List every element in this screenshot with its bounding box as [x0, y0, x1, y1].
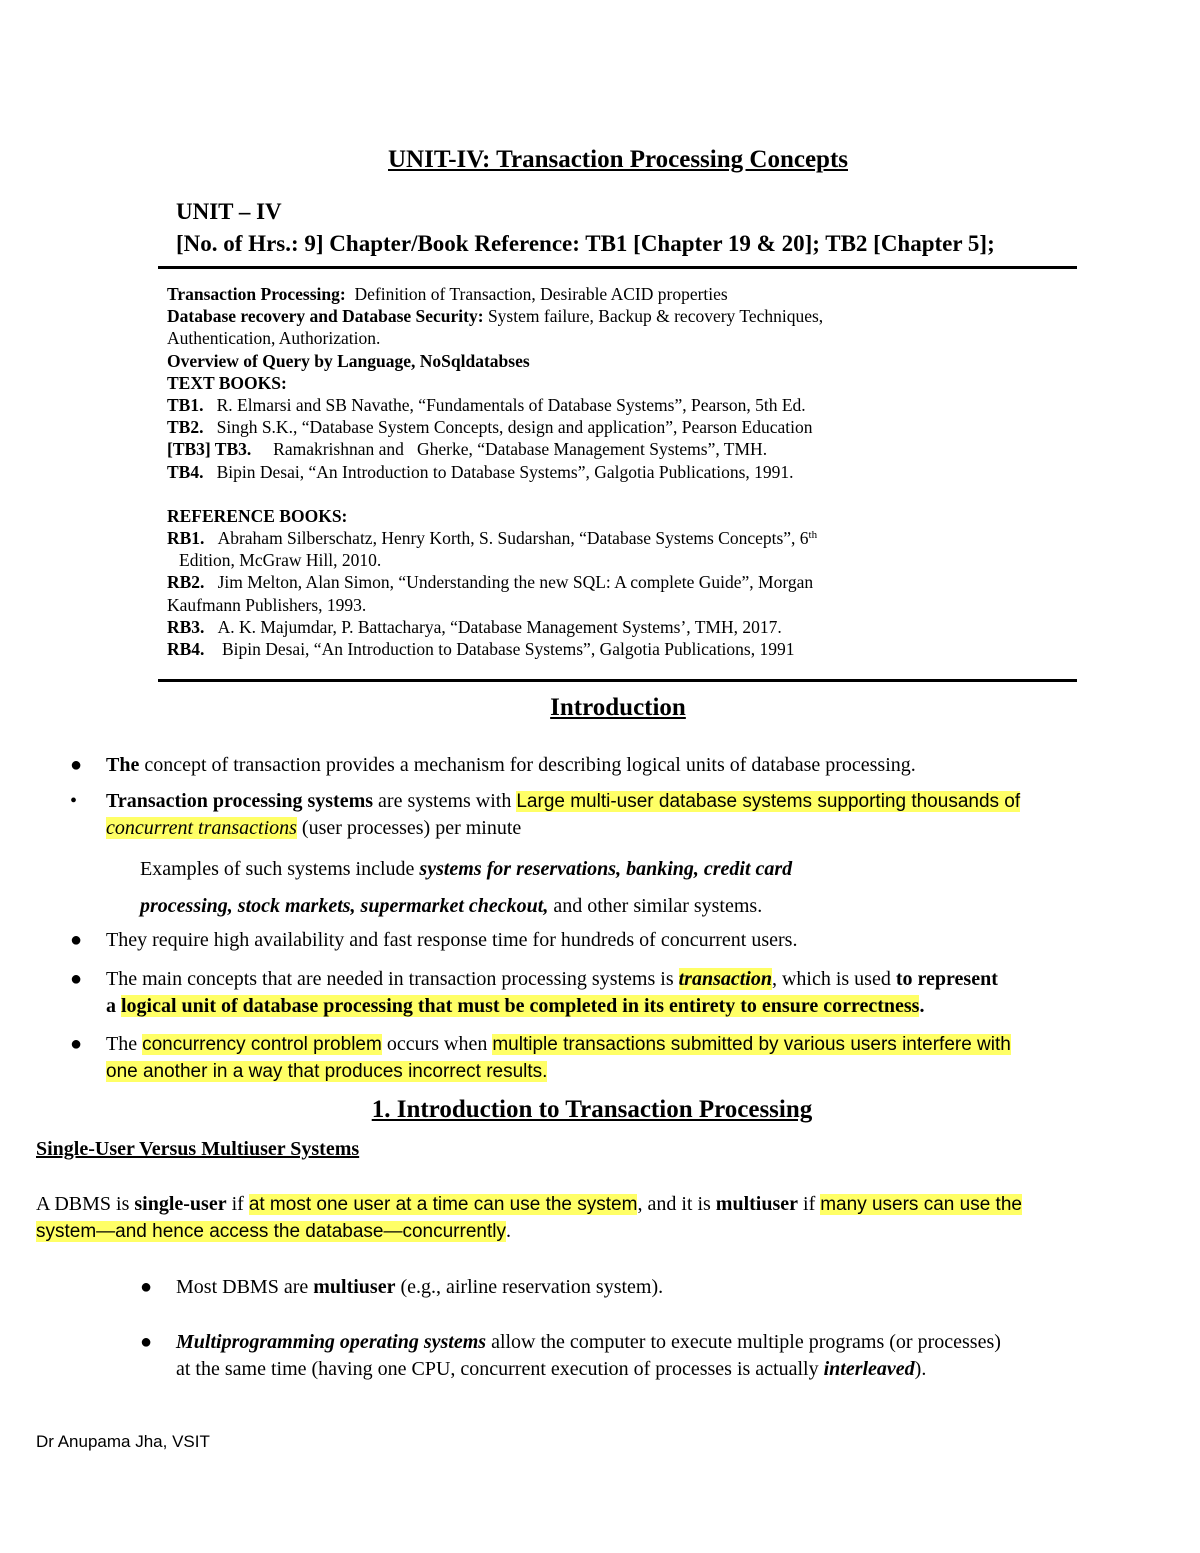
logical-unit-highlight: logical unit of database processing that must be completed in its entirety to ensure correctness: [121, 995, 920, 1017]
bullet-icon: ●: [70, 754, 83, 776]
dbms-b2-l2-start: at the same time (having one CPU, concurrent execution of processes is actually: [176, 1358, 824, 1380]
intro-b2-highlight: Large multi-user database systems supporting thousands of: [516, 791, 1021, 812]
intro-b4-start: The main concepts that are needed in transaction processing systems is: [106, 968, 679, 990]
intro-bullet-3: They require high availability and fast response time for hundreds of concurrent users.: [106, 929, 798, 951]
drs-text-2: Authentication, Authorization.: [167, 328, 381, 349]
dbms-b1-end: (e.g., airline reservation system).: [395, 1276, 664, 1298]
bullet-icon: •: [70, 790, 78, 812]
many-users-highlight: many users can use the: [820, 1194, 1022, 1215]
refbook-code: RB2.: [167, 572, 205, 593]
refbook-text: Jim Melton, Alan Simon, “Understanding the new SQL: A complete Guide”, Morgan: [217, 572, 814, 593]
bullet-icon: ●: [140, 1276, 153, 1298]
intro-bullet-5: [106, 1031, 1176, 1085]
bullet-icon: ●: [70, 968, 83, 990]
textbook-item: [167, 461, 1067, 483]
dbms-mid: , and it is: [637, 1193, 716, 1215]
textbook-code: TB4.: [167, 461, 204, 482]
drs-label: Database recovery and Database Security:: [167, 306, 484, 327]
dbms-b2-rest: allow the computer to execute multiple programs (or processes): [486, 1331, 1001, 1353]
refbook-item: [167, 638, 1067, 660]
introduction-heading: Introduction: [550, 694, 686, 721]
single-multiuser-subheading: Single-User Versus Multiuser Systems: [36, 1138, 360, 1160]
single-user-bold: single-user: [134, 1193, 227, 1215]
textbook-code: TB2.: [167, 417, 204, 438]
textbook-text: Singh S.K., “Database System Concepts, design and application”, Pearson Education: [216, 417, 813, 438]
unit-header-line1: UNIT – IV: [176, 199, 282, 224]
textbook-text: Ramakrishnan and Gherke, “Database Management Systems”, TMH.: [273, 439, 768, 460]
top-rule: [158, 266, 1077, 269]
intro-b1-the: The: [106, 754, 140, 776]
drs-text: System failure, Backup & recovery Techniques,: [487, 306, 824, 327]
dbms-paragraph: [36, 1191, 1166, 1245]
bottom-rule: [158, 679, 1077, 682]
multiple-transactions-highlight: multiple transactions submitted by various users interfere with: [492, 1034, 1011, 1055]
textbooks-heading: TEXT BOOKS:: [167, 372, 287, 393]
refbook-sup: th: [808, 529, 818, 542]
refbook-item: [167, 616, 1067, 638]
tps-bold: Transaction processing systems: [106, 790, 374, 812]
multiprogramming-bi: Multiprogramming operating systems: [176, 1331, 487, 1353]
bullet-icon: ●: [140, 1331, 153, 1353]
dbms-dot: .: [505, 1220, 511, 1242]
examples-start: Examples of such systems include: [140, 858, 420, 880]
intro-b1-rest: concept of transaction provides a mechanism for describing logical units of database processing.: [139, 754, 916, 776]
bullet-icon: ●: [70, 929, 83, 951]
intro-bullet-1: [106, 752, 1166, 779]
refbooks-heading: REFERENCE BOOKS:: [167, 505, 348, 526]
section-1-heading: 1. Introduction to Transaction Processing: [371, 1096, 813, 1123]
dbms-if1: if: [226, 1193, 249, 1215]
examples-end: and other similar systems.: [548, 895, 763, 917]
dbms-if2: if: [798, 1193, 821, 1215]
textbook-code: TB1.: [167, 395, 204, 416]
refbook-cont: Edition, McGraw Hill, 2010.: [179, 550, 382, 571]
bullet-icon: ●: [70, 1033, 83, 1055]
syllabus-line-drs: [167, 305, 1067, 327]
intro-b4-bold: to represent: [895, 968, 998, 990]
concurrent-transactions-highlight: concurrent transactions: [106, 817, 297, 839]
tp-label: Transaction Processing:: [167, 284, 346, 304]
intro-b4-mid: , which is used: [771, 968, 896, 990]
refbook-text: Bipin Desai, “An Introduction to Database Systems”, Galgotia Publications, 1991: [221, 639, 795, 660]
textbook-item: [167, 416, 1067, 438]
intro-b5-mid: occurs when: [381, 1033, 493, 1055]
intro-b2-mid: are systems with: [373, 790, 517, 812]
dbms-b1-start: Most DBMS are: [176, 1276, 314, 1298]
interleaved-bi: interleaved: [823, 1358, 915, 1380]
concurrency-problem-highlight: concurrency control problem: [142, 1034, 382, 1055]
one-user-highlight: at most one user at a time can use the system: [248, 1194, 638, 1215]
dbms-bullet-2: [176, 1329, 1166, 1383]
concurrently-highlight: system—and hence access the database—concurrently: [36, 1221, 506, 1242]
textbook-text: Bipin Desai, “An Introduction to Database Systems”, Galgotia Publications, 1991.: [216, 461, 794, 482]
dbms-b2-l2-end: ).: [914, 1358, 927, 1380]
incorrect-results-highlight: one another in a way that produces incorrect results.: [106, 1061, 548, 1082]
unit-header: [176, 196, 995, 260]
refbook-item: [167, 527, 1067, 549]
refbook-code: RB3.: [167, 616, 205, 637]
syllabus-line-tp: [167, 283, 1067, 305]
intro-bullet-2: [106, 788, 1166, 842]
textbook-text: R. Elmarsi and SB Navathe, “Fundamentals of Database Systems”, Pearson, 5th Ed.: [216, 395, 806, 416]
intro-b2-end: (user processes) per minute: [296, 817, 522, 839]
examples-bi-1: systems for reservations, banking, credit card: [419, 858, 793, 880]
syllabus-block: [167, 283, 1067, 660]
examples-bi-2: processing, stock markets, supermarket checkout,: [140, 895, 549, 917]
dbms-bullet-1: [176, 1274, 1166, 1301]
refbook-code: RB4.: [167, 639, 205, 660]
multiuser-bold: multiuser: [715, 1193, 799, 1215]
dbms-p1: A DBMS is: [36, 1193, 135, 1215]
unit-header-line2: [No. of Hrs.: 9] Chapter/Book Reference: TB1 [Chapter 19 & 20]; TB2 [Chapter 5];: [176, 231, 995, 256]
refbook-code: RB1.: [167, 528, 205, 549]
examples-paragraph: [140, 851, 1140, 925]
textbook-item: [167, 438, 1067, 460]
intro-b5-the: The: [106, 1033, 143, 1055]
page-title: UNIT-IV: Transaction Processing Concepts: [388, 146, 848, 173]
intro-b4-dot: .: [919, 995, 925, 1017]
refbook-text: A. K. Majumdar, P. Battacharya, “Database Management Systems’, TMH, 2017.: [217, 616, 782, 637]
refbook-item: [167, 571, 1067, 593]
overview-line: Overview of Query by Language, NoSqldatabses: [167, 350, 530, 371]
intro-bullet-4: [106, 966, 1166, 1020]
dbms-b1-bold: multiuser: [313, 1276, 396, 1298]
intro-b4-a: a: [106, 995, 121, 1017]
footer-author: Dr Anupama Jha, VSIT: [36, 1432, 210, 1451]
refbook-text: Abraham Silberschatz, Henry Korth, S. Sudarshan, “Database Systems Concepts”, 6: [217, 528, 809, 549]
textbook-item: [167, 394, 1067, 416]
transaction-highlight: transaction: [678, 968, 772, 990]
textbook-code: [TB3] TB3.: [167, 439, 252, 460]
refbook-cont: Kaufmann Publishers, 1993.: [167, 594, 367, 615]
tp-text: Definition of Transaction, Desirable ACID properties: [354, 284, 728, 304]
